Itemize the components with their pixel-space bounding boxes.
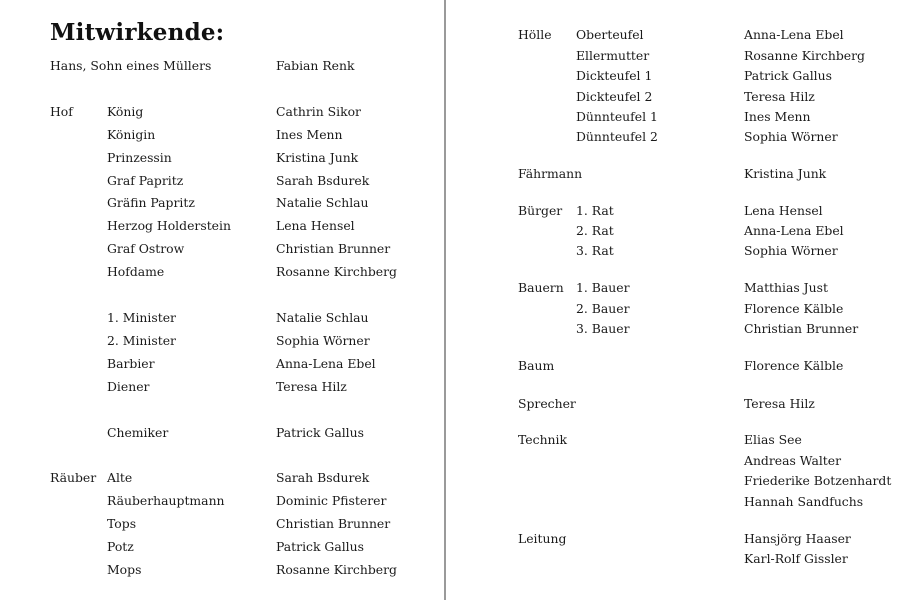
role-name: 2. Bauer [576,301,630,316]
role-name: Gräfin Papritz [107,195,195,210]
role-name: Graf Papritz [107,173,184,188]
role-name: Potz [107,539,134,554]
group-label: Räuber [50,470,97,485]
actor-name: Sophia Wörner [744,243,838,258]
actor-name: Anna-Lena Ebel [276,356,376,371]
cast-row [0,469,445,487]
role-name: Herzog Holderstein [107,218,231,233]
group-label: Hans, Sohn eines Müllers [50,58,212,73]
role-name: Mops [107,562,142,577]
actor-name: Teresa Hilz [744,89,815,104]
cast-row [0,561,445,579]
actor-name: Rosanne Kirchberg [744,48,865,63]
actor-name: Fabian Renk [276,58,355,73]
cast-row [446,493,900,511]
actor-name: Ines Menn [744,109,811,124]
actor-name: Elias See [744,432,802,447]
cast-row [446,472,900,490]
cast-row [0,194,445,212]
cast-row [0,378,445,396]
cast-row [0,263,445,281]
actor-name: Rosanne Kirchberg [276,562,397,577]
role-name: Oberteufel [576,27,644,42]
actor-name: Anna-Lena Ebel [744,223,844,238]
cast-row [0,332,445,350]
cast-row [446,395,900,413]
page-title: Mitwirkende: [50,19,225,46]
group-label: Fährmann [518,166,583,181]
group-label: Sprecher [518,396,576,411]
actor-name: Sophia Wörner [276,333,370,348]
role-name: Prinzessin [107,150,172,165]
cast-row [446,26,900,44]
cast-row [446,165,900,183]
actor-name: Florence Kälble [744,358,844,373]
actor-name: Lena Hensel [276,218,355,233]
actor-name: Hansjörg Haaser [744,531,851,546]
role-name: 1. Bauer [576,280,630,295]
cast-row [446,67,900,85]
actor-name: Kristina Junk [744,166,827,181]
actor-name: Patrick Gallus [276,425,364,440]
cast-row [446,431,900,449]
actor-name: Christian Brunner [276,516,391,531]
cast-row [446,279,900,297]
cast-row [0,309,445,327]
actor-name: Patrick Gallus [744,68,832,83]
group-label: Bürger [518,203,563,218]
role-name: 2. Minister [107,333,176,348]
actor-name: Ines Menn [276,127,343,142]
actor-name: Karl-Rolf Gissler [744,551,848,566]
actor-name: Anna-Lena Ebel [744,27,844,42]
cast-row [446,530,900,548]
cast-row [446,202,900,220]
actor-name: Kristina Junk [276,150,359,165]
role-name: 3. Bauer [576,321,630,336]
actor-name: Matthias Just [744,280,828,295]
cast-row [0,240,445,258]
cast-row [0,149,445,167]
group-label: Baum [518,358,555,373]
cast-row [446,108,900,126]
role-name: Ellermutter [576,48,650,63]
role-name: 1. Rat [576,203,614,218]
actor-name: Sarah Bsdurek [276,470,370,485]
role-name: 1. Minister [107,310,176,325]
cast-row [0,57,445,75]
cast-row [446,242,900,260]
actor-name: Sophia Wörner [744,129,838,144]
cast-row [446,452,900,470]
role-name: Chemiker [107,425,169,440]
role-name: König [107,104,144,119]
cast-row [446,550,900,568]
actor-name: Sarah Bsdurek [276,173,370,188]
cast-row [446,128,900,146]
role-name: Graf Ostrow [107,241,185,256]
cast-row [0,515,445,533]
group-label: Leitung [518,531,567,546]
actor-name: Teresa Hilz [744,396,815,411]
cast-row [0,538,445,556]
group-label: Hölle [518,27,552,42]
right-page [446,0,900,600]
actor-name: Christian Brunner [276,241,391,256]
cast-row [0,492,445,510]
role-name: Dünnteufel 1 [576,109,658,124]
cast-row [446,222,900,240]
role-name: Diener [107,379,150,394]
cast-row [0,103,445,121]
group-label: Hof [50,104,73,119]
role-name: Tops [107,516,137,531]
actor-name: Natalie Schlau [276,310,369,325]
cast-row [446,320,900,338]
role-name: Barbier [107,356,155,371]
role-name: 2. Rat [576,223,614,238]
actor-name: Hannah Sandfuchs [744,494,864,509]
cast-row [0,172,445,190]
actor-name: Dominic Pfisterer [276,493,387,508]
left-page [0,0,445,600]
actor-name: Lena Hensel [744,203,823,218]
actor-name: Cathrin Sikor [276,104,361,119]
group-label: Bauern [518,280,564,295]
role-name: Königin [107,127,156,142]
cast-row [446,47,900,65]
group-label: Technik [518,432,568,447]
cast-row [0,424,445,442]
role-name: 3. Rat [576,243,614,258]
cast-row [0,355,445,373]
cast-row [446,357,900,375]
actor-name: Andreas Walter [744,453,842,468]
actor-name: Christian Brunner [744,321,859,336]
role-name: Dickteufel 1 [576,68,653,83]
cast-row [0,217,445,235]
actor-name: Patrick Gallus [276,539,364,554]
role-name: Räuberhauptmann [107,493,225,508]
cast-row [446,88,900,106]
actor-name: Rosanne Kirchberg [276,264,397,279]
actor-name: Florence Kälble [744,301,844,316]
cast-row [446,300,900,318]
actor-name: Natalie Schlau [276,195,369,210]
cast-row [0,126,445,144]
actor-name: Friederike Botzenhardt [744,473,892,488]
role-name: Dünnteufel 2 [576,129,658,144]
role-name: Alte [107,470,133,485]
role-name: Dickteufel 2 [576,89,653,104]
actor-name: Teresa Hilz [276,379,347,394]
role-name: Hofdame [107,264,165,279]
